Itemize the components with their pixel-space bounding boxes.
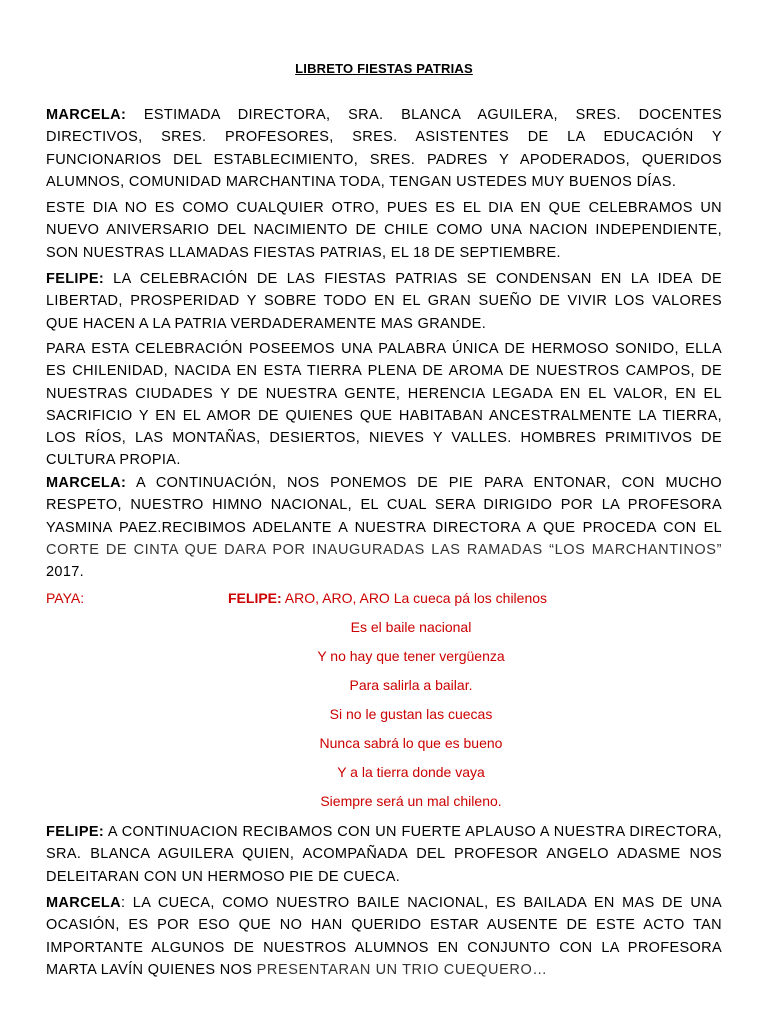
paragraph-text: ESTIMADA DIRECTORA, SRA. BLANCA AGUILERA, SRES. DOCENTES DIRECTIVOS, SRES. PROFESORES, SRES. ASISTENTES DE LA EDUCACIÓN Y FUNCIONARIOS DEL ESTABLECIMIENTO, SRES. PADRES Y APODERADOS, QUERIDOS ALUMNOS, COMUNIDAD MARCHANTINA TODA, TENGAN USTEDES MUY BUENOS DÍAS. — [46, 107, 722, 190]
paragraph-text: PARA ESTA CELEBRACIÓN POSEEMOS UNA PALABRA ÚNICA DE HERMOSO SONIDO, ELLA ES CHILENIDAD, NACIDA EN ESTA TIERRA PLENA DE AROMA DE NUESTROS CAMPOS, DE NUESTRAS CIUDADES Y DE NUESTRA GENTE, HERENCIA LEGADA EN EL VALOR, EN EL SACRIFICIO Y EN EL AMOR DE QUIENES QUE HABITABAN ANCESTRALMENTE LA TIERRA, LOS RÍOS, LAS MONTAÑAS, DESIERTOS, NIEVES Y VALLES. HOMBRES PRIMITIVOS DE CULTURA PROPIA. — [46, 341, 722, 469]
paragraph-text: LA CELEBRACIÓN DE LAS FIESTAS PATRIAS SE CONDENSAN EN LA IDEA DE LIBERTAD, PROSPERIDAD Y SOBRE TODO EN EL GRAN SUEÑO DE VIVIR LOS VALORES QUE HACEN A LA PATRIA VERDADERAMENTE MAS GRANDE. — [46, 271, 722, 332]
paragraph-text-end: 2017. — [46, 564, 85, 581]
speaker-name: MARCELA: — [46, 107, 127, 123]
paragraph-text-light: PRESENTARAN UN TRIO CUEQUERO… — [256, 961, 548, 978]
paya-first-line — [228, 590, 547, 606]
paragraph-text: A CONTINUACION RECIBAMOS CON UN FUERTE APLAUSO A NUESTRA DIRECTORA, SRA. BLANCA AGUILERA QUIEN, ACOMPAÑADA DEL PROFESOR ANGELO ADASME NOS DELEITARAN CON UN HERMOSO PIE DE CUECA. — [46, 824, 722, 885]
speaker-name: MARCELA — [46, 895, 121, 911]
paragraph-chilenidad — [46, 338, 722, 472]
paya-verse: Y a la tierra donde vaya — [337, 764, 485, 780]
paragraph-text: A CONTINUACIÓN, NOS PONEMOS DE PIE PARA ENTONAR, CON MUCHO RESPETO, NUESTRO HIMNO NACIONAL, EL CUAL SERA DIRIGIDO POR LA PROFESORA YASMINA PAEZ.RECIBIMOS ADELANTE A NUESTRA DIRECTORA A QUE PROCEDA CON EL — [46, 475, 722, 536]
paragraph-marcela-trio — [46, 892, 722, 981]
paya-verse: Siempre será un mal chileno. — [320, 793, 502, 809]
paragraph-anniversary — [46, 197, 722, 264]
paya-verse: Es el baile nacional — [350, 619, 472, 635]
paya-verse: Para salirla a bailar. — [349, 677, 473, 693]
paragraph-felipe-cueca — [46, 821, 722, 888]
document-title: LIBRETO FIESTAS PATRIAS — [295, 61, 473, 76]
paragraph-text: : LA CUECA, COMO NUESTRO BAILE NACIONAL, ES BAILADA EN MAS DE UNA OCASIÓN, ES POR ESO QUE NO HAN QUERIDO ESTAR AUSENTE DE ESTE ACTO TAN IMPORTANTE ALGUNOS DE NUESTROS ALUMNOS EN CONJUNTO CON LA PROFESORA MARTA LAVÍN QUIENES NOS — [46, 895, 722, 978]
speaker-name: FELIPE: — [46, 271, 105, 287]
paya-verse: Y no hay que tener vergüenza — [317, 648, 505, 664]
paya-verse: ARO, ARO, ARO La cueca pá los chilenos — [281, 590, 548, 606]
paragraph-marcela-greeting — [46, 104, 722, 193]
speaker-name: MARCELA: — [46, 475, 127, 491]
paragraph-text: ESTE DIA NO ES COMO CUALQUIER OTRO, PUES ES EL DIA EN QUE CELEBRAMOS UN NUEVO ANIVERSARIO DEL NACIMIENTO DE CHILE COMO UNA NACION INDEPENDIENTE, SON NUESTRAS LLAMADAS FIESTAS PATRIAS, EL 18 DE SEPTIEMBRE. — [46, 200, 722, 261]
speaker-name: FELIPE: — [46, 824, 105, 840]
paya-label: PAYA: — [46, 590, 85, 606]
speaker-name: FELIPE: — [228, 590, 282, 606]
paragraph-felipe-celebration — [46, 268, 722, 335]
paragraph-text-light: CORTE DE CINTA QUE DARA POR INAUGURADAS LAS RAMADAS “LOS MARCHANTINOS” — [46, 541, 722, 558]
paragraph-marcela-himno — [46, 472, 722, 583]
paya-verse: Nunca sabrá lo que es bueno — [319, 735, 503, 751]
paya-verse: Si no le gustan las cuecas — [329, 706, 493, 722]
